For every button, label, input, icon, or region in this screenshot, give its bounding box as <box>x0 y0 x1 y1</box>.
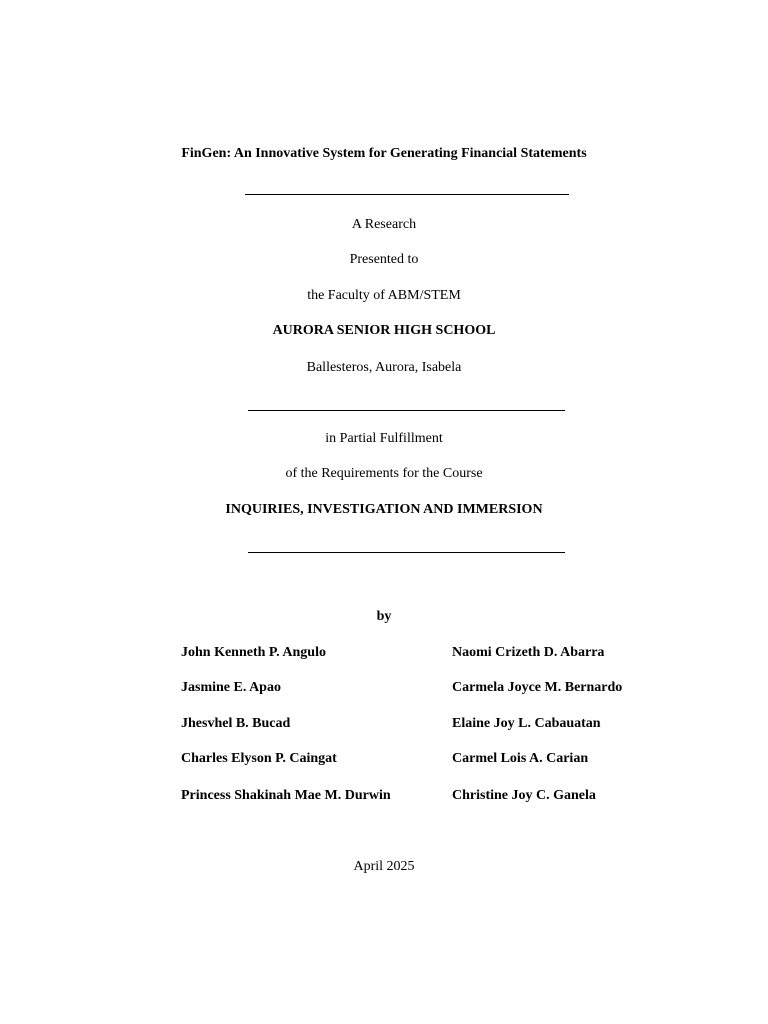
submission-date: April 2025 <box>353 859 415 874</box>
divider-1 <box>245 194 569 195</box>
school-name: AURORA SENIOR HIGH SCHOOL <box>272 323 496 338</box>
fulfillment-label: in Partial Fulfillment <box>325 431 443 446</box>
author-name: Jasmine E. Apao <box>181 680 281 695</box>
faculty-label: the Faculty of ABM/STEM <box>307 288 461 303</box>
author-name: Naomi Crizeth D. Abarra <box>452 645 605 660</box>
school-location: Ballesteros, Aurora, Isabela <box>306 360 462 375</box>
course-name: INQUIRIES, INVESTIGATION AND IMMERSION <box>225 502 543 517</box>
author-name: Charles Elyson P. Caingat <box>181 751 337 766</box>
author-name: Carmela Joyce M. Bernardo <box>452 680 623 695</box>
requirements-label: of the Requirements for the Course <box>285 466 483 481</box>
author-name: Elaine Joy L. Cabauatan <box>452 716 601 731</box>
author-name: Carmel Lois A. Carian <box>452 751 589 766</box>
author-name: Jhesvhel B. Bucad <box>181 716 291 731</box>
author-name: John Kenneth P. Angulo <box>181 645 326 660</box>
author-name: Princess Shakinah Mae M. Durwin <box>181 788 391 803</box>
by-label: by <box>376 609 392 624</box>
paper-title: FinGen: An Innovative System for Generating Financial Statements <box>181 146 587 161</box>
presented-to-label: Presented to <box>349 252 419 267</box>
research-label: A Research <box>351 217 417 232</box>
author-name: Christine Joy C. Ganela <box>452 788 596 803</box>
divider-2 <box>248 410 565 411</box>
divider-3 <box>248 552 565 553</box>
